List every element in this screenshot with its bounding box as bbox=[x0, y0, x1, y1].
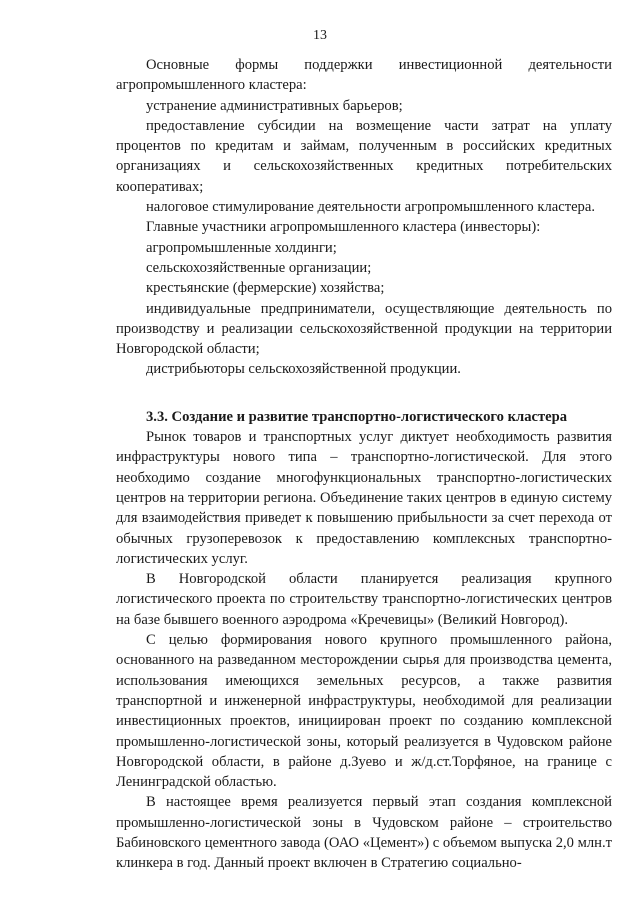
list-item: устранение административных барьеров; bbox=[146, 97, 403, 114]
list-item: предоставление субсидии на возмещение части затрат на уплату процентов по кредитам и займам, полученным в российских кредитных организациях и сельскохозяйственных кредитных потребительских кооперативах; bbox=[116, 117, 612, 195]
list-item: агропромышленные холдинги; bbox=[146, 239, 337, 256]
paragraph: Главные участники агропромышленного кластера (инвесторы): bbox=[146, 219, 541, 236]
paragraph: Рынок товаров и транспортных услуг диктует необходимость развития инфраструктуры нового типа – транспортно-логистической. Для этого необходимо создание многофункциональных транспортно-логистических центров на территории региона. Объединение таких центров в единую систему для взаимодействия приведет к повышению прибыльности за счет перехода от обычных грузоперевозок к предоставлению комплексных транспортно-логистических услуг. bbox=[116, 429, 612, 567]
paragraph: В настоящее время реализуется первый этап создания комплексной промышленно-логистической зоны в Чудовском районе – строительство Бабиновского цементного завода (ОАО «Цемент») с объемом выпуска 2,0 млн.т клинкера в год. Данный проект включен в Стратегию социально- bbox=[116, 794, 612, 872]
list-item: дистрибьюторы сельскохозяйственной продукции. bbox=[146, 361, 461, 378]
list-item: сельскохозяйственные организации; bbox=[146, 259, 372, 276]
list-item: крестьянские (фермерские) хозяйства; bbox=[146, 280, 385, 297]
paragraph: Основные формы поддержки инвестиционной деятельности агропромышленного кластера: bbox=[116, 57, 612, 94]
page-number: 13 bbox=[313, 28, 327, 43]
paragraph: С целью формирования нового крупного промышленного района, основанного на разведанном месторождении сырья для производства цемента, использования имеющихся земельных ресурсов, а также развития транспортной и инженерной инфраструктуры, необходимой для реализации инвестиционных проектов, инициирован проект по созданию комплексной промышленно-логистической зоны, который реализуется в Чудовском районе Новгородской области, в районе д.Зуево и ж/д.ст.Торфяное, на границе с Ленинградской областью. bbox=[116, 632, 612, 791]
paragraph: В Новгородской области планируется реализация крупного логистического проекта по строительству транспортно-логистических центров на базе бывшего военного аэродрома «Кречевицы» (Великий Новгород). bbox=[116, 571, 612, 628]
body-text bbox=[116, 55, 612, 874]
section-heading: 3.3. Создание и развитие транспортно-логистического кластера bbox=[146, 408, 568, 425]
list-item: индивидуальные предприниматели, осуществляющие деятельность по производству и реализации сельскохозяйственной продукции на территории Новгородской области; bbox=[116, 300, 612, 358]
list-item: налоговое стимулирование деятельности агропромышленного кластера. bbox=[146, 199, 595, 216]
